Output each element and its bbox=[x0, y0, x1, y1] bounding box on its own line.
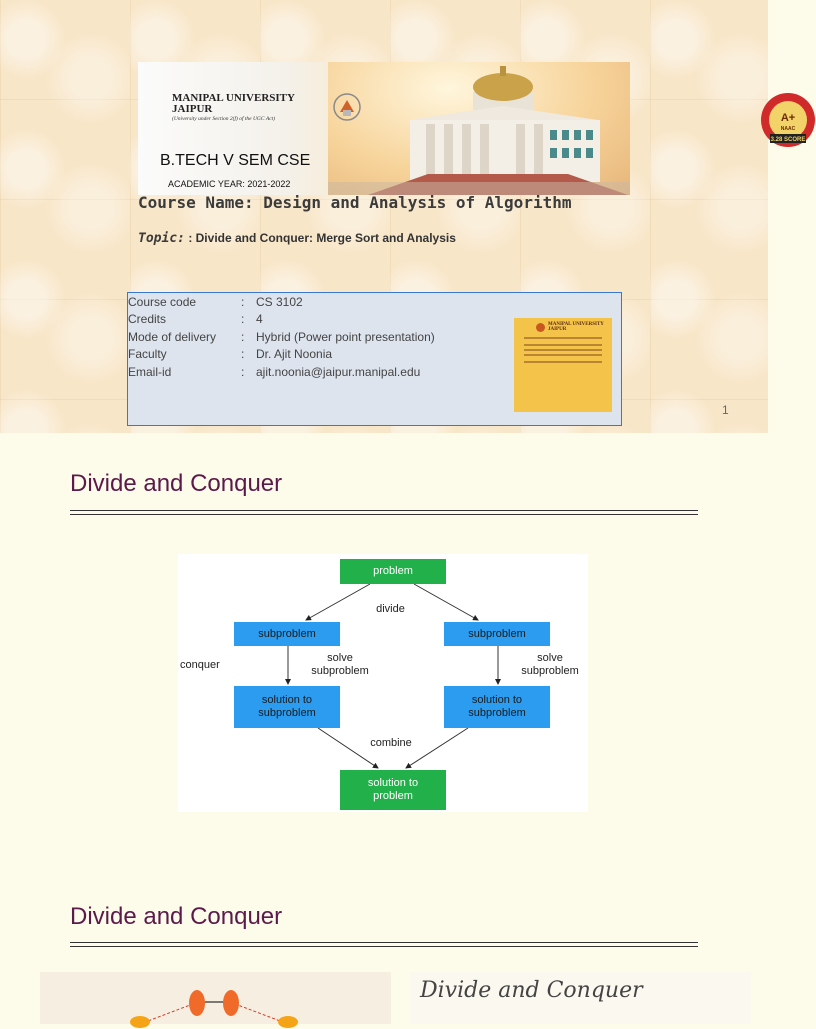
divide-and-conquer-diagram bbox=[178, 554, 588, 812]
manipal-logo-icon bbox=[536, 323, 545, 332]
info-sep: : bbox=[241, 312, 245, 326]
info-sep: : bbox=[241, 347, 245, 361]
info-key: Course code bbox=[128, 295, 197, 309]
vm-card-university-name: MANIPAL UNIVERSITY JAIPUR bbox=[548, 322, 604, 332]
combine-label: combine bbox=[370, 737, 412, 749]
info-sep: : bbox=[241, 365, 245, 379]
naac-score: 3.28 SCORE bbox=[770, 137, 806, 143]
solution-left-node: solution to subproblem bbox=[234, 686, 340, 728]
program-label: B.TECH V SEM CSE bbox=[160, 152, 311, 169]
academic-year: ACADEMIC YEAR: 2021-2022 bbox=[168, 179, 291, 189]
course-info-box bbox=[127, 292, 622, 426]
info-key: Email-id bbox=[128, 365, 172, 379]
info-value: Hybrid (Power point presentation) bbox=[256, 330, 435, 344]
info-value: ajit.noonia@jaipur.manipal.edu bbox=[256, 365, 421, 379]
solve-right-label: solve subproblem bbox=[521, 652, 579, 677]
topic-line bbox=[138, 231, 456, 246]
vm-card-logo bbox=[536, 322, 608, 332]
info-key: Mode of delivery bbox=[128, 330, 217, 344]
heading-divider bbox=[70, 510, 698, 515]
course-name: Course Name: Design and Analysis of Algorithm bbox=[138, 193, 572, 212]
university-banner bbox=[138, 62, 806, 195]
info-key: Faculty bbox=[128, 347, 167, 361]
divide-label: divide bbox=[376, 603, 405, 615]
info-value: Dr. Ajit Noonia bbox=[256, 347, 333, 361]
slide-number: 1 bbox=[722, 403, 729, 417]
solve-left-label: solve subproblem bbox=[311, 652, 369, 677]
subproblem-right-node: subproblem bbox=[444, 622, 550, 646]
info-value: CS 3102 bbox=[256, 295, 303, 309]
naac-badge-icon bbox=[570, 92, 806, 148]
tree-illustration bbox=[40, 972, 391, 1024]
problem-node: problem bbox=[340, 559, 446, 584]
topic-label: Topic: bbox=[138, 231, 185, 246]
final-solution-node: solution to problem bbox=[340, 770, 446, 810]
tree-nodes-image bbox=[40, 972, 391, 1024]
naac-label: NAAC bbox=[780, 126, 796, 132]
handwritten-note-image bbox=[410, 972, 751, 1024]
handwritten-title: Divide and Conquer bbox=[420, 978, 643, 1003]
info-sep: : bbox=[241, 295, 245, 309]
conquer-label: conquer bbox=[180, 659, 220, 671]
info-key: Credits bbox=[128, 312, 167, 326]
heading-divider bbox=[70, 942, 698, 947]
subproblem-left-node: subproblem bbox=[234, 622, 340, 646]
slide-title bbox=[0, 0, 806, 433]
topic-text: : Divide and Conquer: Merge Sort and Analysis bbox=[188, 231, 456, 245]
solution-right-node: solution to subproblem bbox=[444, 686, 550, 728]
info-sep: : bbox=[241, 330, 245, 344]
info-value: 4 bbox=[256, 312, 263, 326]
vision-mission-card bbox=[514, 318, 612, 412]
slide-heading: Divide and Conquer bbox=[70, 903, 283, 930]
naac-grade: A+ bbox=[780, 112, 796, 124]
university-subtitle: (University under Section 2(f) of the UGC Act) bbox=[172, 116, 275, 122]
manipal-logo-icon bbox=[142, 92, 172, 124]
slide-heading: Divide and Conquer bbox=[70, 470, 283, 497]
university-name: MANIPAL UNIVERSITY JAIPUR bbox=[172, 92, 295, 115]
